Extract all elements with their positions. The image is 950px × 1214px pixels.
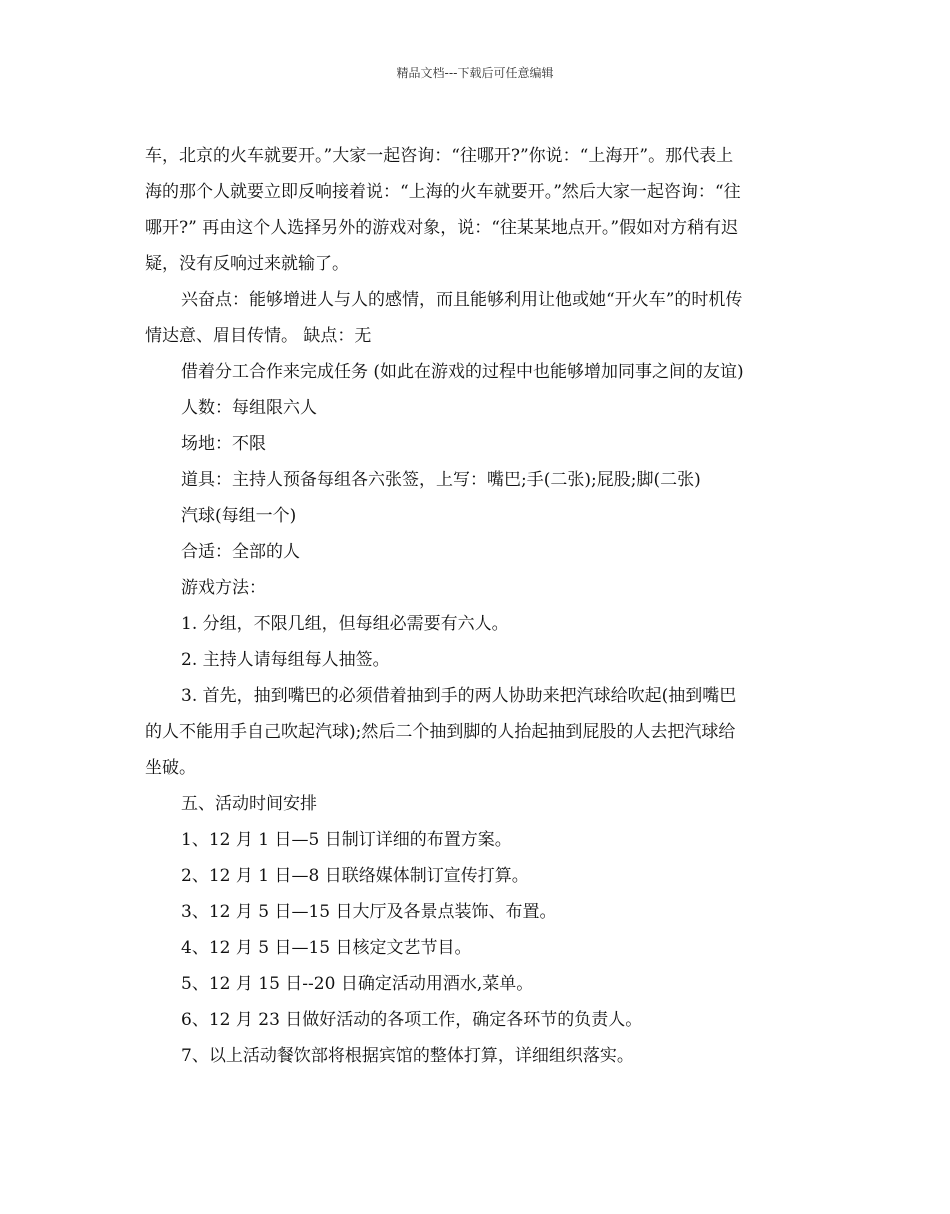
text-line: 4、12 月 5 日—15 日核定文艺节目。	[181, 938, 472, 958]
text-line: 游戏方法：	[181, 578, 266, 598]
text-line: 2、12 月 1 日—8 日联络媒体制订宣传打算。	[181, 866, 529, 886]
text-line: 五、活动时间安排	[181, 794, 317, 814]
text-line: 场地：不限	[181, 434, 266, 454]
text-line: 1、12 月 1 日—5 日制订详细的布置方案。	[181, 830, 512, 850]
text-line: 3. 首先，抽到嘴巴的必须借着抽到手的两人协助来把汽球给吹起(抽到嘴巴	[181, 686, 737, 706]
text-line: 3、12 月 5 日—15 日大厅及各景点装饰、布置。	[181, 902, 557, 922]
text-line: 海的那个人就要立即反响接着说：“上海的火车就要开。”然后大家一起咨询：“往	[145, 182, 741, 202]
document-body	[145, 138, 810, 1074]
text-line: 情达意、眉目传情。 缺点：无	[145, 326, 372, 346]
text-line: 汽球(每组一个)	[181, 506, 297, 526]
text-line: 1. 分组，不限几组，但每组必需要有六人。	[181, 614, 509, 634]
text-line: 道具：主持人预备每组各六张签，上写：嘴巴;手(二张);屁股;脚(二张)	[181, 470, 701, 490]
text-line: 5、12 月 15 日--20 日确定活动用酒水,菜单。	[181, 974, 534, 994]
text-line: 人数：每组限六人	[181, 398, 317, 418]
text-line: 合适：全部的人	[181, 542, 300, 562]
page-header: 精品文档---下载后可任意编辑	[396, 66, 554, 80]
text-line: 疑，没有反响过来就输了。	[145, 254, 349, 274]
text-line: 2. 主持人请每组每人抽签。	[181, 650, 390, 670]
text-line: 车，北京的火车就要开。”大家一起咨询：“往哪开?”你说：“上海开”。那代表上	[145, 146, 734, 166]
text-line: 7、以上活动餐饮部将根据宾馆的整体打算，详细组织落实。	[181, 1046, 634, 1066]
text-line: 坐破。	[145, 758, 196, 778]
text-line: 哪开?” 再由这个人选择另外的游戏对象，说：“往某某地点开。”假如对方稍有迟	[145, 218, 739, 238]
text-line: 兴奋点：能够增进人与人的感情，而且能够利用让他或她“开火车”的时机传	[181, 290, 743, 310]
text-line: 的人不能用手自己吹起汽球);然后二个抽到脚的人抬起抽到屁股的人去把汽球给	[145, 722, 736, 742]
text-line: 6、12 月 23 日做好活动的各项工作，确定各环节的负责人。	[181, 1010, 643, 1030]
text-line: 借着分工合作来完成任务 (如此在游戏的过程中也能够增加同事之间的友谊)	[181, 362, 744, 382]
